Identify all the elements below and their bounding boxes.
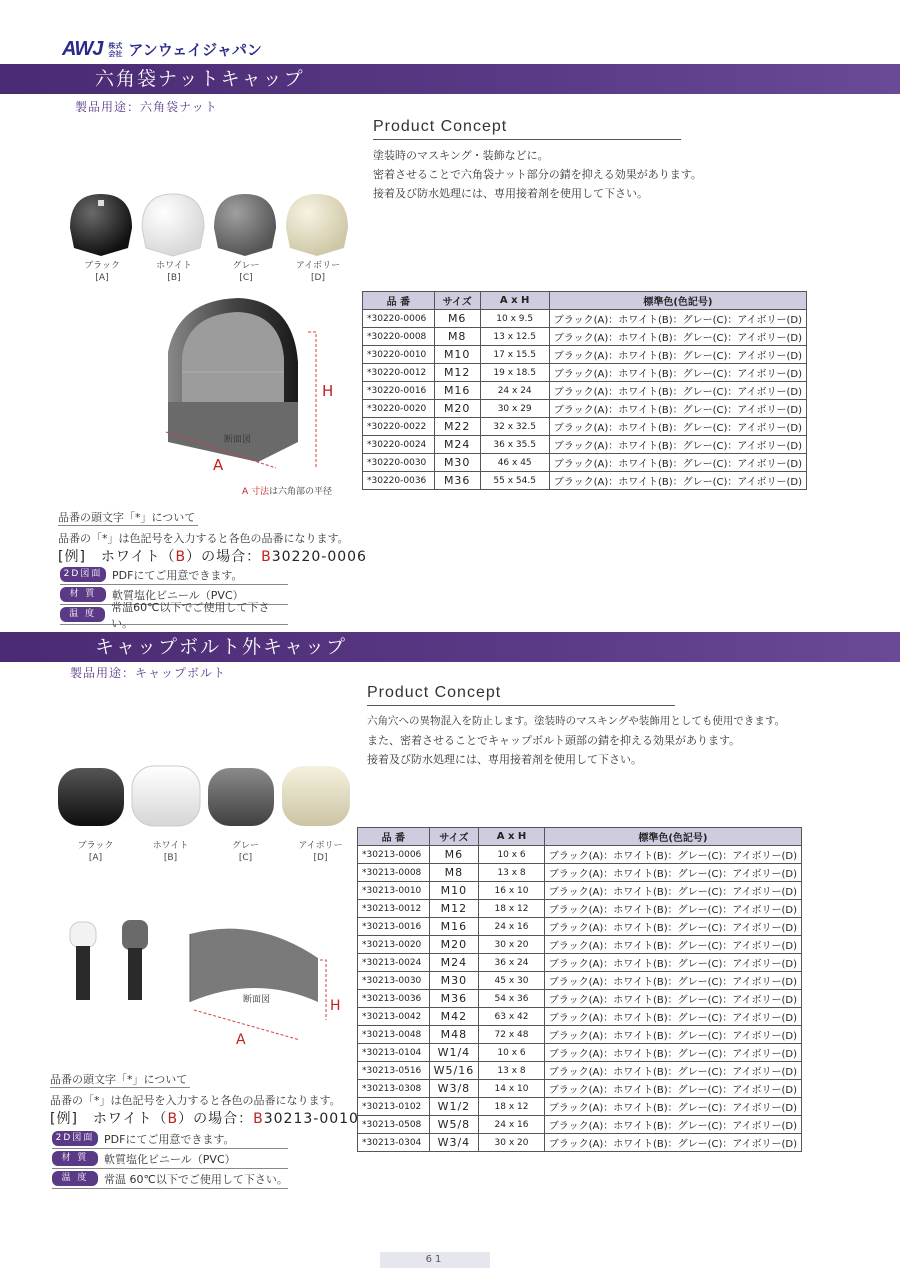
cell-code: *30220-0010 [363, 346, 435, 364]
cell-code: *30213-0042 [358, 1008, 430, 1026]
table-row [358, 882, 802, 900]
dimension-h-label: H [322, 382, 334, 400]
cell-axh: 45 x 30 [479, 972, 545, 990]
concept-title: Product Concept [373, 118, 681, 140]
section2-info [52, 1129, 288, 1189]
tag-material: 材 質 [60, 587, 106, 602]
cell-size: M20 [429, 936, 479, 954]
section2-swatches [58, 764, 358, 864]
table-row [358, 1134, 802, 1152]
cell-code: *30220-0016 [363, 382, 435, 400]
company-logo [62, 38, 262, 61]
swatch-label-gray: グレー [C] [232, 261, 260, 283]
cell-size: M24 [429, 954, 479, 972]
swatch-label-white: ホワイト [B] [156, 261, 192, 283]
cell-colors: ブラック(A)：ホワイト(B)：グレー(C)：アイボリー(D) [549, 364, 806, 382]
cell-axh: 13 x 8 [479, 864, 545, 882]
swatch-label-black: ブラック [A] [84, 261, 120, 283]
cell-colors: ブラック(A)：ホワイト(B)：グレー(C)：アイボリー(D) [544, 1008, 801, 1026]
dimension-a-label: A [213, 456, 224, 474]
cell-code: *30220-0020 [363, 400, 435, 418]
swatch-label-gray: グレー [C] [231, 841, 259, 863]
cell-axh: 55 x 54.5 [480, 472, 549, 490]
cell-colors: ブラック(A)：ホワイト(B)：グレー(C)：アイボリー(D) [544, 1134, 801, 1152]
cell-size: M22 [434, 418, 480, 436]
cell-code: *30213-0012 [358, 900, 430, 918]
tag-2d-drawing: 2D図面 [52, 1131, 98, 1146]
tag-2d-drawing: 2D図面 [60, 567, 106, 582]
cell-size: W5/16 [429, 1062, 479, 1080]
table-row [363, 328, 807, 346]
cell-code: *30213-0048 [358, 1026, 430, 1044]
table-row [358, 1026, 802, 1044]
dimension-h-label: H [330, 998, 341, 1014]
cell-size: M20 [434, 400, 480, 418]
cell-code: *30213-0010 [358, 882, 430, 900]
section2-title: キャップボルト外キャップ [95, 636, 348, 658]
concept-line: 接着及び防水処理には、専用接着剤を使用して下さい。 [367, 753, 642, 766]
note-body: 品番の「*」は色記号を入力すると各色の品番になります。 [58, 532, 349, 545]
table-row [358, 864, 802, 882]
cell-size: M48 [429, 1026, 479, 1044]
cross-section-label: 断面図 [243, 995, 271, 1005]
section1-info [60, 565, 288, 630]
section2-prefix-note [50, 1071, 359, 1128]
cell-size: W1/2 [429, 1098, 479, 1116]
cell-size: W3/8 [429, 1080, 479, 1098]
concept-line: 六角穴への異物混入を防止します。塗装時のマスキングや装飾用としても使用できます。 [367, 715, 786, 727]
section1-title-bar [0, 64, 900, 94]
table-row [358, 846, 802, 864]
table-header [363, 292, 807, 310]
cell-axh: 36 x 35.5 [480, 436, 549, 454]
cell-code: *30213-0006 [358, 846, 430, 864]
table-row [358, 1062, 802, 1080]
swatch-gray-hexcap [214, 194, 276, 256]
swatch-label-ivory: アイボリー [D] [298, 841, 343, 863]
cell-colors: ブラック(A)：ホワイト(B)：グレー(C)：アイボリー(D) [544, 1098, 801, 1116]
cell-axh: 10 x 6 [479, 846, 545, 864]
cell-colors: ブラック(A)：ホワイト(B)：グレー(C)：アイボリー(D) [549, 472, 806, 490]
cell-axh: 30 x 20 [479, 1134, 545, 1152]
section1-cross-section-diagram [158, 292, 348, 492]
cell-size: M10 [434, 346, 480, 364]
cell-size: M30 [429, 972, 479, 990]
cell-size: M10 [429, 882, 479, 900]
cell-size: M36 [429, 990, 479, 1008]
info-text: 軟質塩化ビニール（PVC） [112, 588, 244, 602]
cell-size: M16 [434, 382, 480, 400]
section1-prefix-note [58, 509, 367, 566]
cell-code: *30213-0036 [358, 990, 430, 1008]
logo-mark: AWJ [62, 38, 103, 60]
cell-size: W1/4 [429, 1044, 479, 1062]
cell-colors: ブラック(A)：ホワイト(B)：グレー(C)：アイボリー(D) [549, 418, 806, 436]
cell-colors: ブラック(A)：ホワイト(B)：グレー(C)：アイボリー(D) [549, 436, 806, 454]
info-row-temperature [52, 1169, 288, 1189]
info-row-drawing [52, 1129, 288, 1149]
col-header-size: サイズ [429, 828, 479, 846]
table-row [358, 1008, 802, 1026]
section1-spec-table [362, 291, 807, 490]
cell-axh: 63 x 42 [479, 1008, 545, 1026]
cell-colors: ブラック(A)：ホワイト(B)：グレー(C)：アイボリー(D) [549, 328, 806, 346]
cell-size: M12 [429, 900, 479, 918]
table-row [363, 436, 807, 454]
cell-code: *30213-0308 [358, 1080, 430, 1098]
cell-colors: ブラック(A)：ホワイト(B)：グレー(C)：アイボリー(D) [544, 882, 801, 900]
tag-material: 材 質 [52, 1151, 98, 1166]
cell-colors: ブラック(A)：ホワイト(B)：グレー(C)：アイボリー(D) [549, 454, 806, 472]
cell-colors: ブラック(A)：ホワイト(B)：グレー(C)：アイボリー(D) [544, 1116, 801, 1134]
table-row [363, 310, 807, 328]
table-row [363, 382, 807, 400]
cell-size: M36 [434, 472, 480, 490]
col-header-axh: A x H [479, 828, 545, 846]
table-row [363, 418, 807, 436]
swatch-gray-boltcap [208, 768, 274, 826]
cell-colors: ブラック(A)：ホワイト(B)：グレー(C)：アイボリー(D) [544, 990, 801, 1008]
section2-concept [367, 684, 786, 769]
tag-temperature: 温 度 [52, 1171, 98, 1186]
table-row [358, 1116, 802, 1134]
note-example: [例] ホワイト（B）の場合：B30213-0010 [50, 1111, 359, 1127]
swatch-ivory-hexcap [286, 194, 348, 256]
table-row [358, 918, 802, 936]
col-header-code: 品 番 [358, 828, 430, 846]
section2-cross-section-diagram [186, 920, 336, 1045]
section1-swatches [66, 190, 356, 285]
table-row [358, 990, 802, 1008]
cell-axh: 13 x 12.5 [480, 328, 549, 346]
info-text: PDFにてご用意できます。 [104, 1132, 235, 1146]
cell-size: M24 [434, 436, 480, 454]
tag-temperature: 温 度 [60, 607, 105, 622]
info-row-temperature [60, 600, 288, 630]
table-row [358, 900, 802, 918]
cell-colors: ブラック(A)：ホワイト(B)：グレー(C)：アイボリー(D) [549, 400, 806, 418]
table-body [363, 310, 807, 490]
note-head: 品番の頭文字「*」について [58, 509, 198, 526]
info-text: 軟質塩化ビニール（PVC） [104, 1152, 236, 1166]
swatch-black-boltcap [58, 768, 124, 826]
cell-axh: 18 x 12 [479, 1098, 545, 1116]
table-row [358, 972, 802, 990]
cell-size: M42 [429, 1008, 479, 1026]
cell-axh: 72 x 48 [479, 1026, 545, 1044]
cell-size: W3/4 [429, 1134, 479, 1152]
cell-axh: 13 x 8 [479, 1062, 545, 1080]
section1-concept [373, 118, 702, 203]
cell-axh: 10 x 9.5 [480, 310, 549, 328]
cell-axh: 24 x 16 [479, 1116, 545, 1134]
table-row [358, 1080, 802, 1098]
cell-colors: ブラック(A)：ホワイト(B)：グレー(C)：アイボリー(D) [544, 846, 801, 864]
cell-axh: 14 x 10 [479, 1080, 545, 1098]
note-body: 品番の「*」は色記号を入力すると各色の品番になります。 [50, 1094, 341, 1107]
cell-code: *30213-0102 [358, 1098, 430, 1116]
cell-colors: ブラック(A)：ホワイト(B)：グレー(C)：アイボリー(D) [544, 900, 801, 918]
section1-title: 六角袋ナットキャップ [95, 68, 305, 90]
cell-code: *30213-0104 [358, 1044, 430, 1062]
cell-axh: 32 x 32.5 [480, 418, 549, 436]
col-header-colors: 標準色(色記号) [544, 828, 801, 846]
cell-code: *30213-0020 [358, 936, 430, 954]
swatch-white-boltcap [132, 766, 200, 826]
dimension-a-label: A [236, 1032, 246, 1048]
cell-code: *30220-0006 [363, 310, 435, 328]
cell-axh: 24 x 24 [480, 382, 549, 400]
concept-line: 塗装時のマスキング・装飾などに。 [373, 149, 549, 162]
cell-code: *30220-0008 [363, 328, 435, 346]
section2-spec-table [357, 827, 802, 1152]
cell-code: *30213-0304 [358, 1134, 430, 1152]
cell-size: M6 [429, 846, 479, 864]
col-header-axh: A x H [480, 292, 549, 310]
cell-axh: 30 x 29 [480, 400, 549, 418]
dimension-note: A 寸法は六角部の平径 [242, 487, 333, 497]
info-row-drawing [60, 565, 288, 585]
table-row [358, 936, 802, 954]
cell-axh: 19 x 18.5 [480, 364, 549, 382]
cell-axh: 24 x 16 [479, 918, 545, 936]
cell-colors: ブラック(A)：ホワイト(B)：グレー(C)：アイボリー(D) [544, 972, 801, 990]
cell-colors: ブラック(A)：ホワイト(B)：グレー(C)：アイボリー(D) [544, 1026, 801, 1044]
table-row [358, 1098, 802, 1116]
col-header-code: 品 番 [363, 292, 435, 310]
table-row [363, 346, 807, 364]
info-row-material [52, 1149, 288, 1169]
cell-colors: ブラック(A)：ホワイト(B)：グレー(C)：アイボリー(D) [544, 864, 801, 882]
cell-colors: ブラック(A)：ホワイト(B)：グレー(C)：アイボリー(D) [544, 936, 801, 954]
cell-axh: 46 x 45 [480, 454, 549, 472]
cell-code: *30213-0508 [358, 1116, 430, 1134]
section2-title-bar [0, 632, 900, 662]
logo-kabushiki: 株式 会社 [108, 41, 123, 58]
table-header [358, 828, 802, 846]
info-text: PDFにてご用意できます。 [112, 568, 243, 582]
table-row [363, 472, 807, 490]
cell-code: *30213-0016 [358, 918, 430, 936]
cell-axh: 17 x 15.5 [480, 346, 549, 364]
concept-title: Product Concept [367, 684, 675, 706]
table-row [363, 400, 807, 418]
cross-section-label: 断面図 [224, 435, 252, 445]
cell-colors: ブラック(A)：ホワイト(B)：グレー(C)：アイボリー(D) [544, 1044, 801, 1062]
concept-line: 密着させることで六角袋ナット部分の錆を抑える効果があります。 [373, 168, 702, 181]
cell-code: *30220-0022 [363, 418, 435, 436]
cell-size: M8 [434, 328, 480, 346]
hex-cap-swatches-image [66, 190, 356, 260]
cell-code: *30220-0024 [363, 436, 435, 454]
cell-colors: ブラック(A)：ホワイト(B)：グレー(C)：アイボリー(D) [549, 310, 806, 328]
cell-colors: ブラック(A)：ホワイト(B)：グレー(C)：アイボリー(D) [544, 1062, 801, 1080]
cell-size: W5/8 [429, 1116, 479, 1134]
cell-colors: ブラック(A)：ホワイト(B)：グレー(C)：アイボリー(D) [544, 954, 801, 972]
swatch-label-black: ブラック [A] [77, 841, 114, 863]
note-example: [例] ホワイト（B）の場合：B30220-0006 [58, 549, 367, 565]
cell-size: M12 [434, 364, 480, 382]
swatch-white-hexcap [142, 194, 204, 256]
table-body [358, 846, 802, 1152]
cell-size: M8 [429, 864, 479, 882]
cell-size: M16 [429, 918, 479, 936]
cell-axh: 36 x 24 [479, 954, 545, 972]
col-header-colors: 標準色(色記号) [549, 292, 806, 310]
cell-axh: 30 x 20 [479, 936, 545, 954]
col-header-size: サイズ [434, 292, 480, 310]
table-row [363, 364, 807, 382]
cell-size: M6 [434, 310, 480, 328]
cell-code: *30213-0008 [358, 864, 430, 882]
cell-colors: ブラック(A)：ホワイト(B)：グレー(C)：アイボリー(D) [544, 918, 801, 936]
bolt-cap-swatches-image [58, 764, 358, 832]
cell-code: *30220-0012 [363, 364, 435, 382]
cell-colors: ブラック(A)：ホワイト(B)：グレー(C)：アイボリー(D) [549, 382, 806, 400]
concept-line: 接着及び防水処理には、専用接着剤を使用して下さい。 [373, 187, 648, 200]
cell-code: *30220-0030 [363, 454, 435, 472]
table-row [363, 454, 807, 472]
table-row [358, 1044, 802, 1062]
swatch-ivory-boltcap [282, 766, 350, 826]
swatch-black-hexcap [70, 194, 132, 256]
company-name: アンウェイジャパン [128, 41, 262, 59]
concept-line: また、密着させることでキャップボルト頭部の錆を抑える効果があります。 [367, 734, 741, 747]
cell-size: M30 [434, 454, 480, 472]
cell-code: *30213-0024 [358, 954, 430, 972]
cell-colors: ブラック(A)：ホワイト(B)：グレー(C)：アイボリー(D) [544, 1080, 801, 1098]
cell-colors: ブラック(A)：ホワイト(B)：グレー(C)：アイボリー(D) [549, 346, 806, 364]
cell-code: *30213-0030 [358, 972, 430, 990]
info-text: 常温60℃以下でご使用して下さい。 [111, 600, 270, 630]
note-head: 品番の頭文字「*」について [50, 1071, 190, 1088]
swatch-label-white: ホワイト [B] [152, 841, 189, 863]
cell-axh: 10 x 6 [479, 1044, 545, 1062]
page-number: 61 [380, 1252, 490, 1268]
section1-usage: 製品用途：六角袋ナット [75, 100, 218, 114]
info-text: 常温 60℃以下でご使用して下さい。 [104, 1172, 288, 1186]
table-row [358, 954, 802, 972]
cell-axh: 18 x 12 [479, 900, 545, 918]
swatch-label-ivory: アイボリー [D] [295, 261, 341, 283]
cell-axh: 54 x 36 [479, 990, 545, 1008]
cell-code: *30220-0036 [363, 472, 435, 490]
capped-bolts-image [62, 918, 162, 1008]
cell-code: *30213-0516 [358, 1062, 430, 1080]
cell-axh: 16 x 10 [479, 882, 545, 900]
section2-usage: 製品用途：キャップボルト [70, 666, 227, 680]
